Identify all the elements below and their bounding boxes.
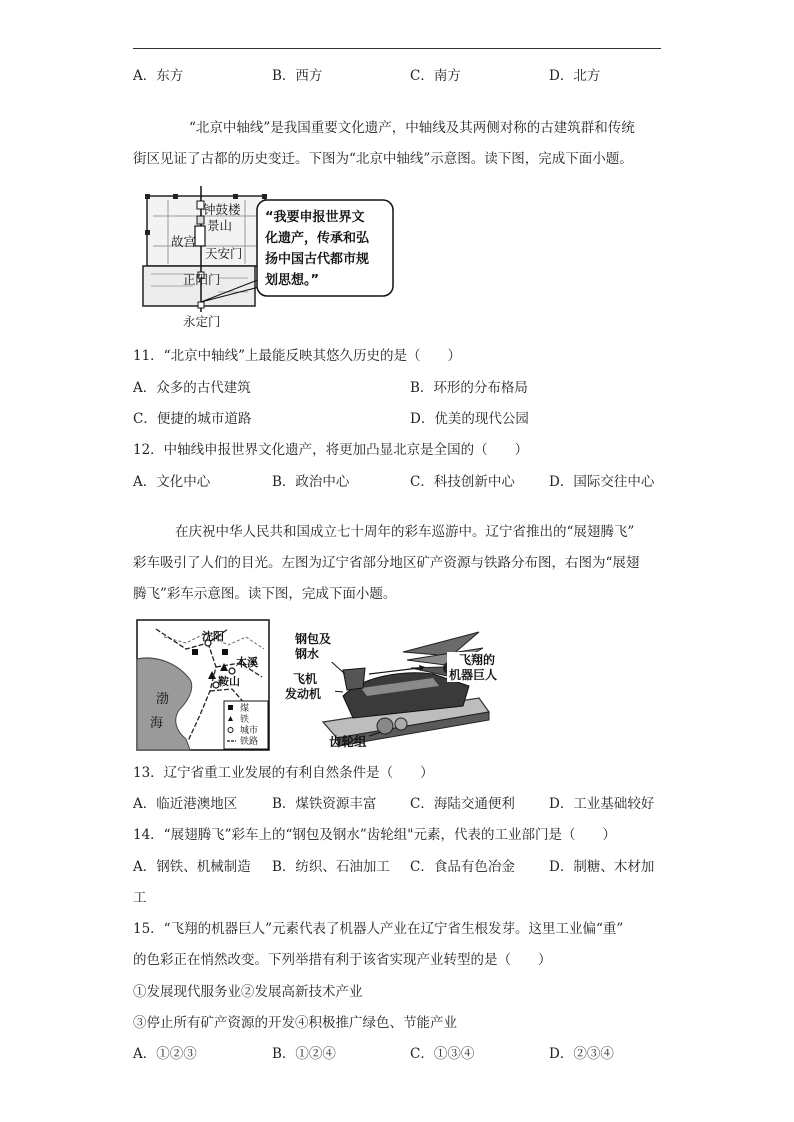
q12-option-d[interactable]: D．国际交往中心 xyxy=(549,474,655,490)
coal-symbol xyxy=(192,649,198,655)
q12-option-a[interactable]: A．文化中心 xyxy=(133,474,211,490)
top-rule xyxy=(133,48,661,49)
passage-liaoning-float xyxy=(133,517,661,610)
bubble-line-2: 化遗产，传承和弘 xyxy=(265,231,370,246)
label-robot-2: 机器巨人 xyxy=(449,668,498,682)
q15-option-b[interactable]: B．①②④ xyxy=(272,1046,336,1062)
q10-option-b[interactable]: B．西方 xyxy=(272,68,323,84)
legend-city-icon xyxy=(228,728,233,733)
sea-label-bo: 渤 xyxy=(156,692,170,707)
legend-railway: 铁路 xyxy=(240,737,259,747)
legend-iron: 铁 xyxy=(240,715,250,725)
q13-option-d[interactable]: D．工业基础较好 xyxy=(549,796,655,812)
q13-option-b[interactable]: B．煤铁资源丰富 xyxy=(272,796,377,812)
label-steel-2: 钢水 xyxy=(295,647,320,661)
q15-option-c[interactable]: C．①③④ xyxy=(410,1046,475,1062)
q14-option-c[interactable]: C．食品有色冶金 xyxy=(410,859,515,875)
q11-option-c[interactable]: C．便捷的城市道路 xyxy=(133,411,252,427)
q11-option-a[interactable]: A．众多的古代建筑 xyxy=(133,380,251,396)
city-shenyang: 沈阳 xyxy=(202,630,224,643)
label-jingshan: 景山 xyxy=(207,218,233,233)
passage2-line1: 在庆祝中华人民共和国成立七十周年的彩车巡游中。辽宁省推出的“展翅腾飞” xyxy=(175,524,635,540)
legend-coal: 煤 xyxy=(240,704,250,714)
forbidden-city-mark xyxy=(195,226,205,246)
q11-stem: 11．“北京中轴线”上最能反映其悠久历史的是（ ） xyxy=(133,348,461,364)
q14-stem: 14．“展翅腾飞”彩车上的“钢包及钢水”齿轮组"元素，代表的工业部门是（ ） xyxy=(133,827,616,843)
q14-option-a[interactable]: A．钢铁、机械制造 xyxy=(133,859,251,875)
q15-item-line1: ①发展现代服务业②发展高新技术产业 xyxy=(133,984,363,1000)
q13-option-c[interactable]: C．海陆交通便利 xyxy=(410,796,515,812)
coal-symbol xyxy=(222,649,228,655)
q15-option-d[interactable]: D．②③④ xyxy=(549,1046,614,1062)
q15-option-a[interactable]: A．①②③ xyxy=(133,1046,197,1062)
city-anshan: 鞍山 xyxy=(218,675,240,688)
label-robot-1: 飞翔的 xyxy=(459,653,496,667)
q14-option-d-wrap: 工 xyxy=(133,890,147,906)
q15-item-line2: ③停止所有矿产资源的开发④积极推广绿色、节能产业 xyxy=(133,1015,457,1031)
beijing-axis-map xyxy=(133,186,403,336)
q14-option-b[interactable]: B．纺织、石油加工 xyxy=(272,859,390,875)
q13-option-a[interactable]: A．临近港澳地区 xyxy=(133,796,238,812)
city-benxi: 本溪 xyxy=(236,656,258,669)
passage2-line2: 彩车吸引了人们的目光。左图为辽宁省部分地区矿产资源与铁路分布图，右图为“展翅 xyxy=(133,555,640,571)
liaoning-resource-map xyxy=(136,619,270,751)
q15-stem-line1: 15．“飞翔的机器巨人”元素代表了机器人产业在辽宁省生根发芽。这里工业偏“重” xyxy=(133,921,624,937)
bubble-line-1: “我要申报世界文 xyxy=(265,210,365,225)
map2-legend xyxy=(224,701,268,749)
q13-stem: 13．辽宁省重工业发展的有利自然条件是（ ） xyxy=(133,765,434,781)
steel-ladle xyxy=(343,668,365,690)
zhanchi-tengfei-float-illustration xyxy=(283,626,505,750)
q10-option-d[interactable]: D．北方 xyxy=(549,68,601,84)
jingshan-mark xyxy=(197,216,204,224)
q11-option-b[interactable]: B．环形的分布格局 xyxy=(410,380,528,396)
q12-stem: 12．中轴线申报世界文化遗产，将更加凸显北京是全国的（ ） xyxy=(133,442,529,458)
label-zhengyangmen: 正阳门 xyxy=(183,272,221,287)
label-gear: 齿轮组 xyxy=(329,734,367,749)
sea-label-hai: 海 xyxy=(150,716,164,731)
q15-stem-line2: 的色彩正在悄然改变。下列举措有利于该省实现产业转型的是（ ） xyxy=(133,952,552,968)
passage1-line2: 街区见证了古都的历史变迁。下图为“北京中轴线”示意图。读下图，完成下面小题。 xyxy=(133,151,633,167)
passage-beijing-axis xyxy=(133,113,661,175)
label-tiananmen: 天安门 xyxy=(205,246,243,261)
q10-option-c[interactable]: C．南方 xyxy=(410,68,461,84)
legend-coal-icon xyxy=(228,705,233,710)
legend-city: 城市 xyxy=(240,726,259,736)
yongdingmen-mark xyxy=(198,302,204,308)
passage1-line1: “北京中轴线”是我国重要文化遗产，中轴线及其两侧对称的古建筑群和传统 xyxy=(189,120,635,136)
city-symbol xyxy=(229,668,235,674)
passage2-line3: 腾飞”彩车示意图。读下图，完成下面小题。 xyxy=(133,586,397,602)
q12-option-b[interactable]: B．政治中心 xyxy=(272,474,350,490)
label-steel-1: 钢包及 xyxy=(295,632,332,646)
label-zhonggulou: 钟鼓楼 xyxy=(203,202,241,217)
bubble-line-4: 划思想。” xyxy=(265,273,320,288)
q12-option-c[interactable]: C．科技创新中心 xyxy=(410,474,515,490)
q11-option-d[interactable]: D．优美的现代公园 xyxy=(410,411,529,427)
label-engine-2: 发动机 xyxy=(285,687,322,701)
bubble-line-3: 扬中国古代都市规 xyxy=(265,252,370,267)
label-engine-1: 飞机 xyxy=(293,672,318,686)
q10-option-a[interactable]: A．东方 xyxy=(133,68,184,84)
label-gugong: 故宫 xyxy=(171,234,197,249)
label-yongdingmen: 永定门 xyxy=(183,314,221,329)
q14-option-d[interactable]: D．制糖、木材加 xyxy=(549,859,655,875)
